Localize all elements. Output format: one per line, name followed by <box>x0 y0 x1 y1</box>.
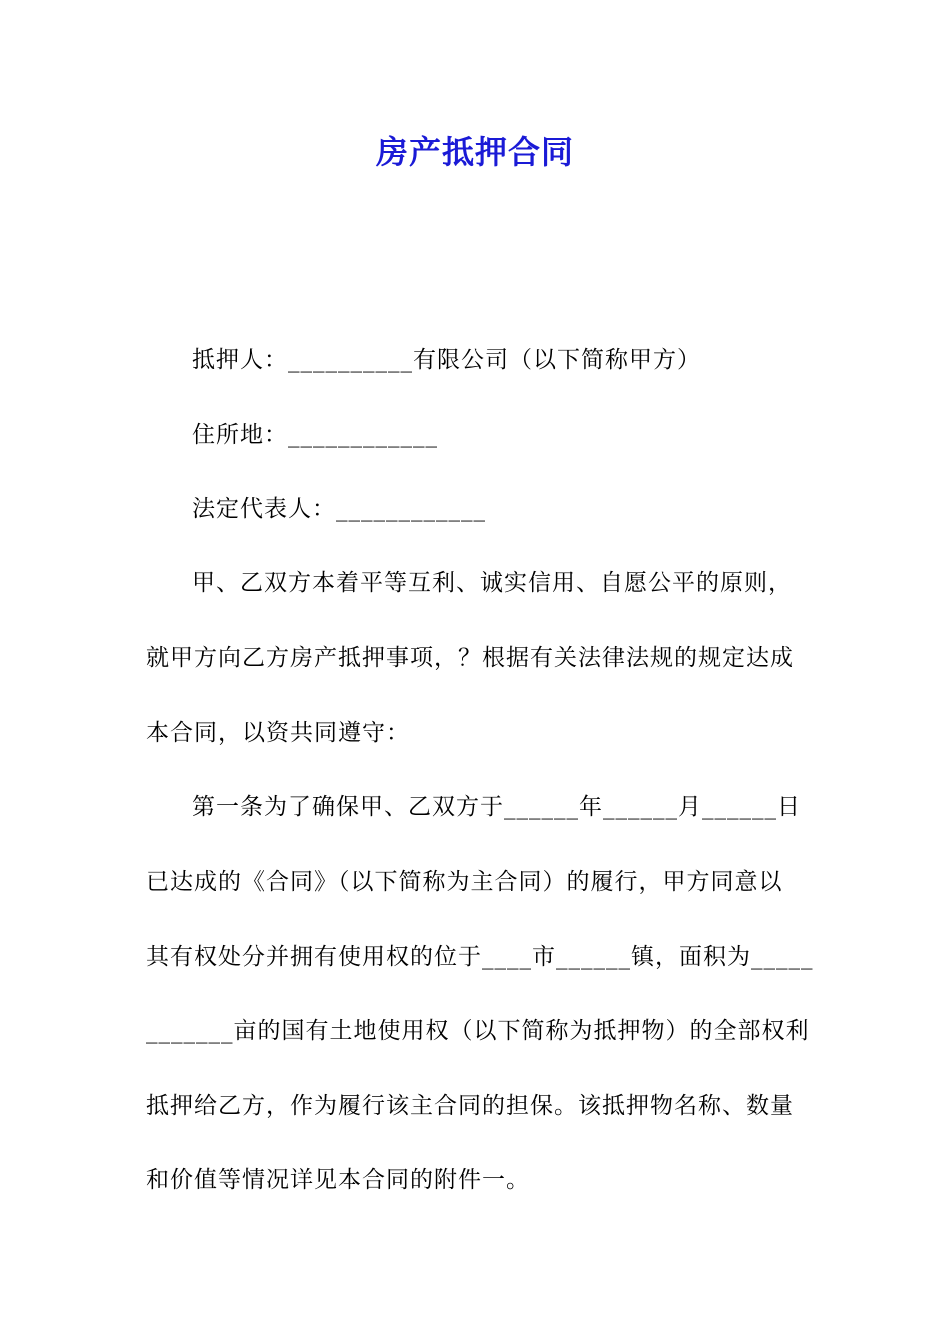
paragraph-line: 其有权处分并拥有使用权的位于____市______镇，面积为_____ <box>146 944 814 970</box>
paragraph-line: 本合同，以资共同遵守： <box>146 720 410 746</box>
paragraph-line: 就甲方向乙方房产抵押事项，？根据有关法律法规的规定达成 <box>146 645 794 671</box>
paragraph-line: 和价值等情况详见本合同的附件一。 <box>146 1167 530 1193</box>
legal-representative-line: 法定代表人：____________ <box>192 496 486 522</box>
paragraph-line: 抵押给乙方，作为履行该主合同的担保。该抵押物名称、数量 <box>146 1093 794 1119</box>
article-one-line: 第一条为了确保甲、乙双方于______年______月______日 <box>192 794 801 820</box>
address-line: 住所地：____________ <box>192 422 438 448</box>
document-title: 房产抵押合同 <box>375 133 574 171</box>
paragraph-line: 甲、乙双方本着平等互利、诚实信用、自愿公平的原则， <box>192 570 792 596</box>
mortgagor-line: 抵押人：__________有限公司（以下简称甲方） <box>192 347 701 373</box>
paragraph-line: _______亩的国有土地使用权（以下简称为抵押物）的全部权利 <box>146 1018 810 1044</box>
paragraph-line: 已达成的《合同》（以下简称为主合同）的履行，甲方同意以 <box>146 869 783 895</box>
